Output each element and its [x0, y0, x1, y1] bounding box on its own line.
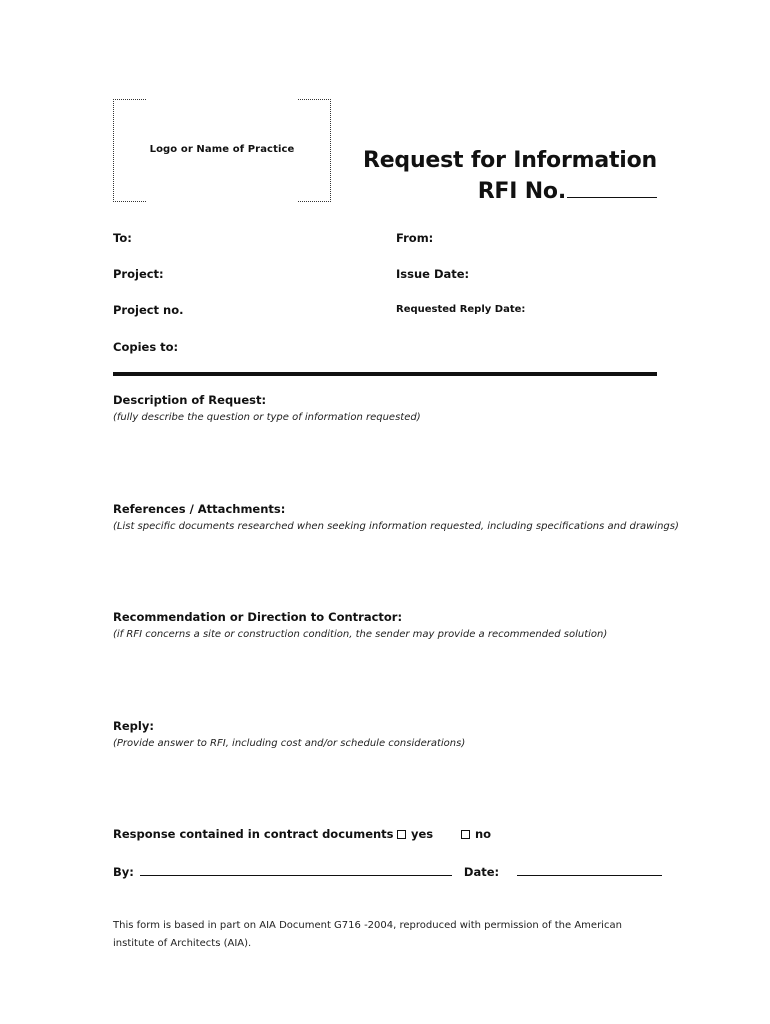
description-heading: Description of Request: — [113, 393, 267, 407]
by-signature-field[interactable] — [140, 864, 452, 876]
reply-heading: Reply: — [113, 719, 154, 733]
rfi-number-label: RFI No. — [477, 179, 566, 204]
header-divider — [113, 372, 657, 376]
response-no-option[interactable] — [461, 827, 491, 841]
rfi-number — [363, 176, 657, 207]
project-no-label: Project no. — [113, 303, 184, 317]
references-hint: (List specific documents researched when seeking information requested, including specifications and drawings) — [113, 521, 679, 532]
logo-placeholder-text: Logo or Name of Practice — [149, 144, 295, 155]
issue-date-label: Issue Date: — [396, 267, 470, 281]
logo-placeholder — [113, 99, 331, 200]
no-label: no — [475, 827, 492, 841]
footer-note: This form is based in part on AIA Document G716 -2004, reproduced with permission of the American institute of Architects (AIA). — [113, 920, 622, 949]
form-title — [363, 145, 657, 207]
recommendation-hint: (if RFI concerns a site or construction condition, the sender may provide a recommended solution) — [113, 629, 608, 640]
yes-label: yes — [411, 827, 434, 841]
response-label: Response contained in contract documents — [113, 827, 394, 841]
date-field[interactable] — [517, 864, 662, 876]
response-yes-option[interactable] — [397, 827, 433, 841]
form-title-main: Request for Information — [362, 148, 657, 173]
date-label: Date: — [463, 865, 500, 879]
to-label: To: — [113, 231, 132, 245]
project-label: Project: — [113, 267, 164, 281]
description-hint: (fully describe the question or type of information requested) — [113, 412, 421, 423]
requested-reply-date-label: Requested Reply Date: — [396, 304, 526, 315]
from-label: From: — [396, 231, 434, 245]
references-heading: References / Attachments: — [113, 502, 286, 516]
reply-hint: (Provide answer to RFI, including cost and/or schedule considerations) — [113, 738, 466, 749]
no-checkbox[interactable] — [461, 830, 470, 839]
rfi-number-field[interactable] — [567, 177, 657, 198]
copies-to-label: Copies to: — [113, 340, 179, 354]
signoff-row — [113, 864, 662, 879]
recommendation-heading: Recommendation or Direction to Contractor: — [113, 610, 403, 624]
by-label: By: — [113, 865, 134, 879]
yes-checkbox[interactable] — [397, 830, 406, 839]
